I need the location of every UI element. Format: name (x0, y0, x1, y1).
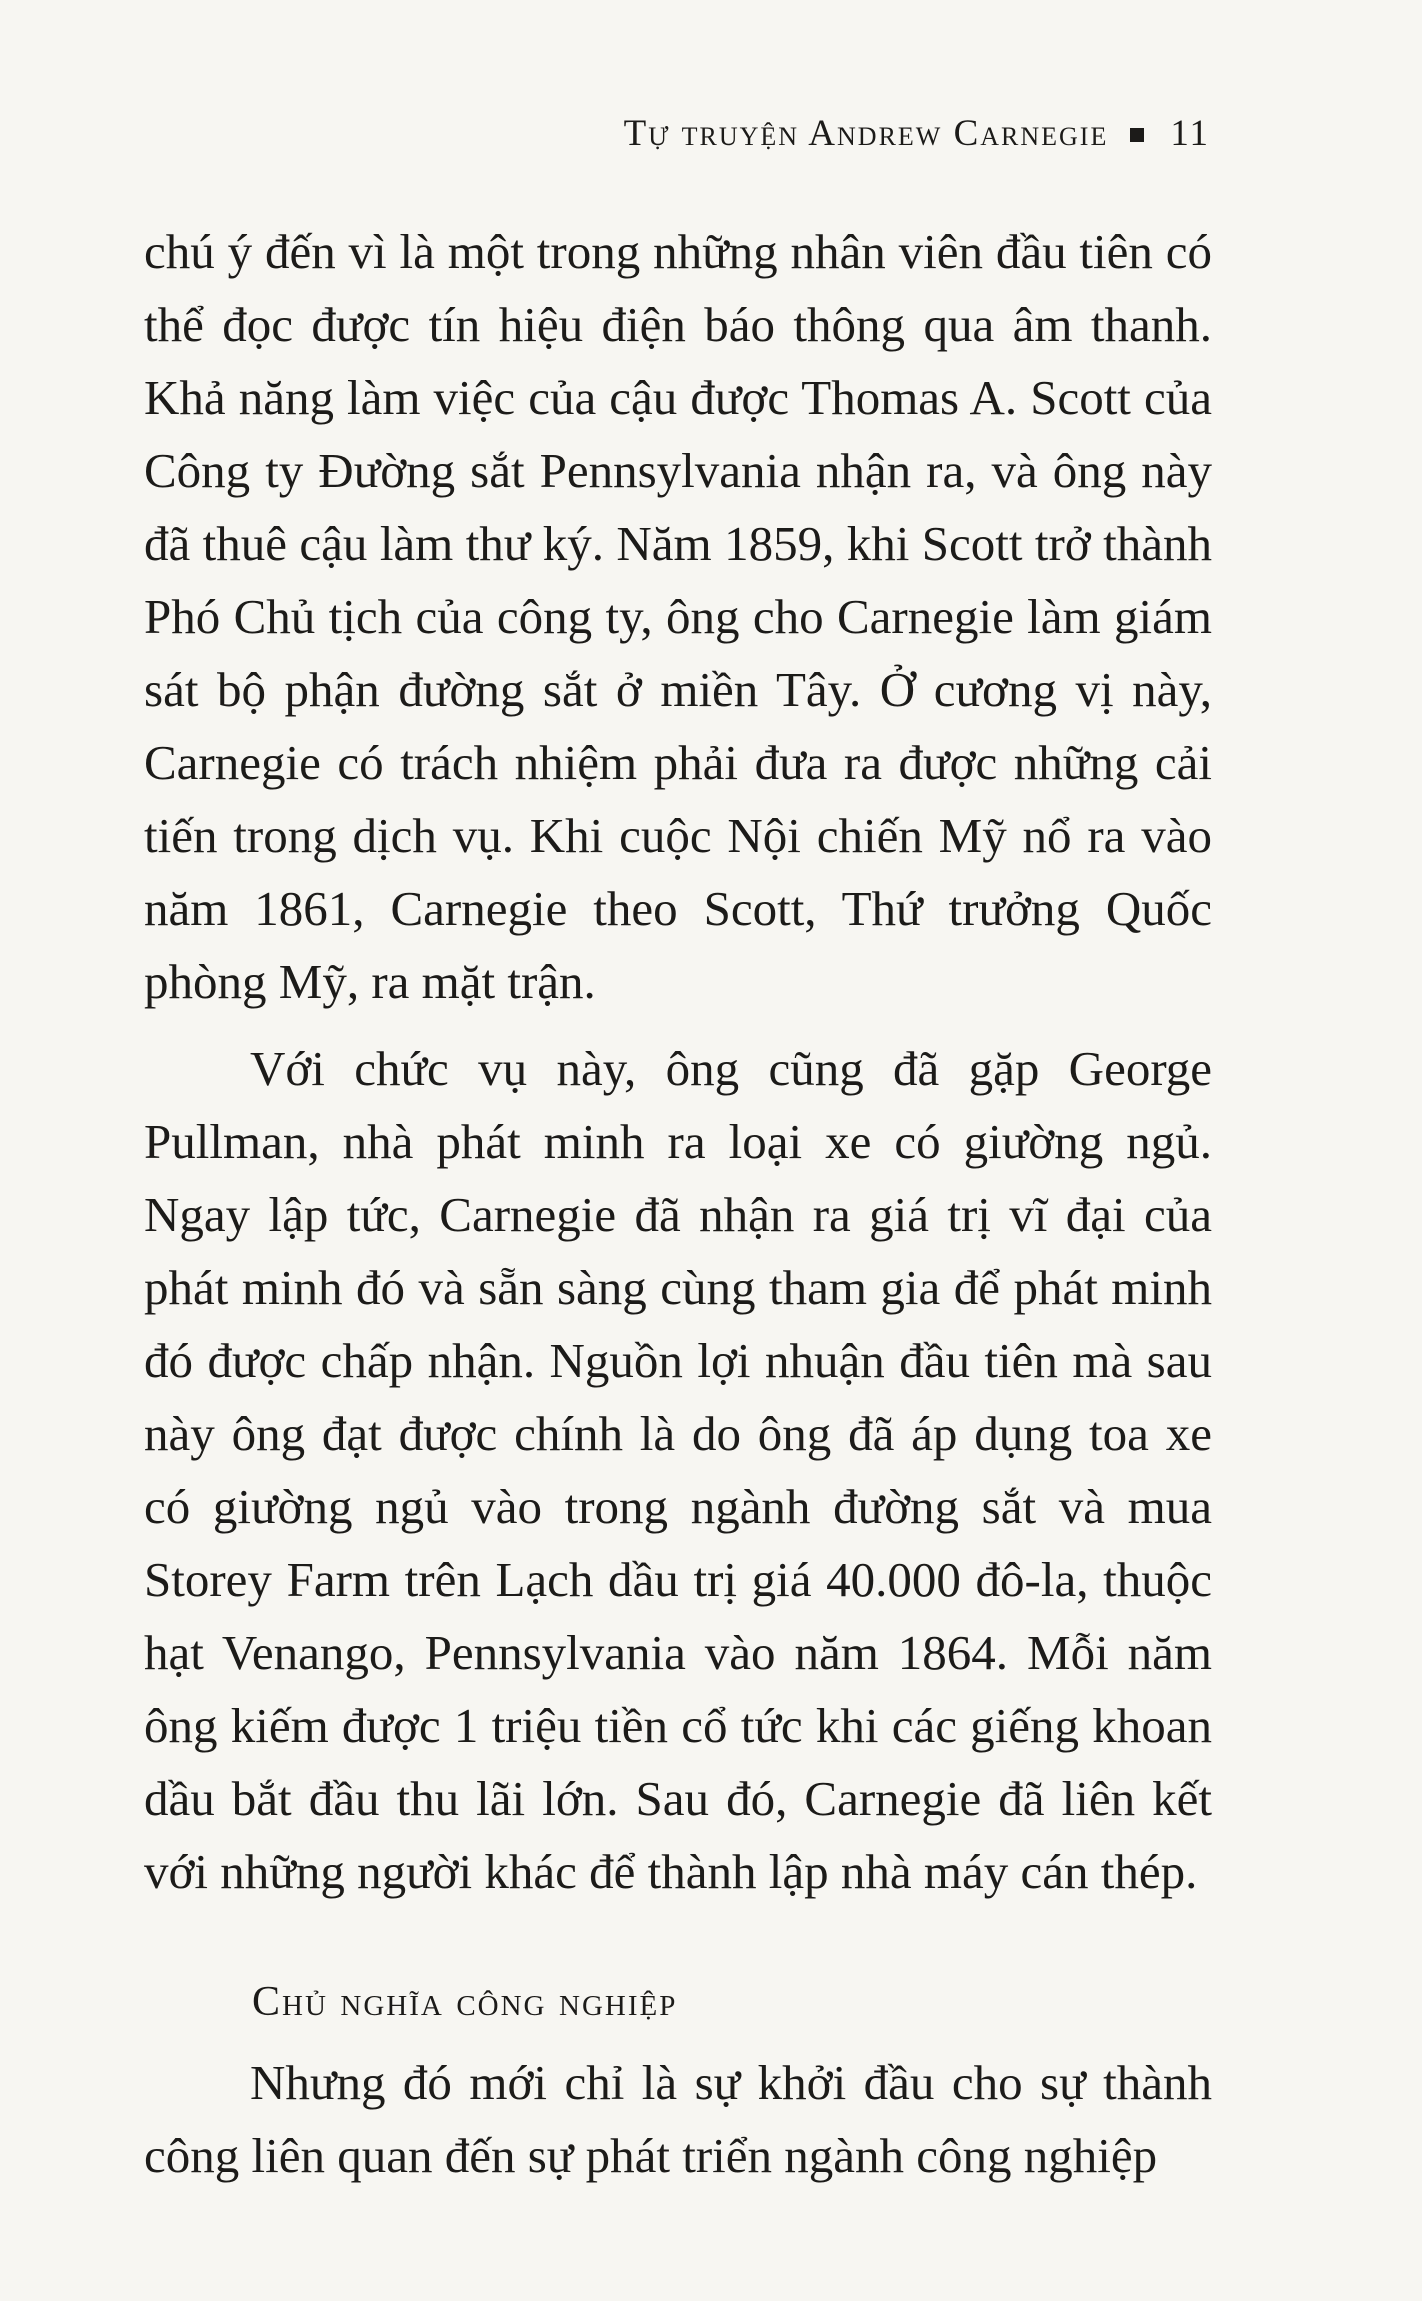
page-number: 11 (1170, 113, 1210, 154)
body-text (144, 215, 1212, 1908)
running-title: Tự truyện Andrew Carnegie (623, 113, 1109, 154)
section-body (144, 2046, 1212, 2192)
section-paragraph: Nhưng đó mới chỉ là sự khởi đầu cho sự thành công liên quan đến sự phát triển ngành công nghiệp (144, 2055, 1212, 2183)
running-header (624, 112, 1210, 155)
section-heading: Chủ nghĩa công nghiệp (252, 1979, 678, 2025)
paragraph-1: chú ý đến vì là một trong những nhân viên đầu tiên có thể đọc được tín hiệu điện báo thông qua âm thanh. Khả năng làm việc của cậu được Thomas A. Scott của Công ty Đường sắt Pennsylvania nhận ra, và ông này đã thuê cậu làm thư ký. Năm 1859, khi Scott trở thành Phó Chủ tịch của công ty, ông cho Carnegie làm giám sát bộ phận đường sắt ở miền Tây. Ở cương vị này, Carnegie có trách nhiệm phải đưa ra được những cải tiến trong dịch vụ. Khi cuộc Nội chiến Mỹ nổ ra vào năm 1861, Carnegie theo Scott, Thứ trưởng Quốc phòng Mỹ, ra mặt trận. (144, 224, 1212, 1009)
square-bullet-icon (1130, 128, 1144, 142)
paragraph-gap (144, 1018, 1212, 1032)
paragraph-2: Với chức vụ này, ông cũng đã gặp George Pullman, nhà phát minh ra loại xe có giường ngủ. Ngay lập tức, Carnegie đã nhận ra giá trị vĩ đại của phát minh đó và sẵn sàng cùng tham gia để phát minh đó được chấp nhận. Nguồn lợi nhuận đầu tiên mà sau này ông đạt được chính là do ông đã áp dụng toa xe có giường ngủ vào trong ngành đường sắt và mua Storey Farm trên Lạch dầu trị giá 40.000 đô-la, thuộc hạt Venango, Pennsylvania vào năm 1864. Mỗi năm ông kiếm được 1 triệu tiền cổ tức khi các giếng khoan dầu bắt đầu thu lãi lớn. Sau đó, Carnegie đã liên kết với những người khác để thành lập nhà máy cán thép. (144, 1041, 1212, 1899)
